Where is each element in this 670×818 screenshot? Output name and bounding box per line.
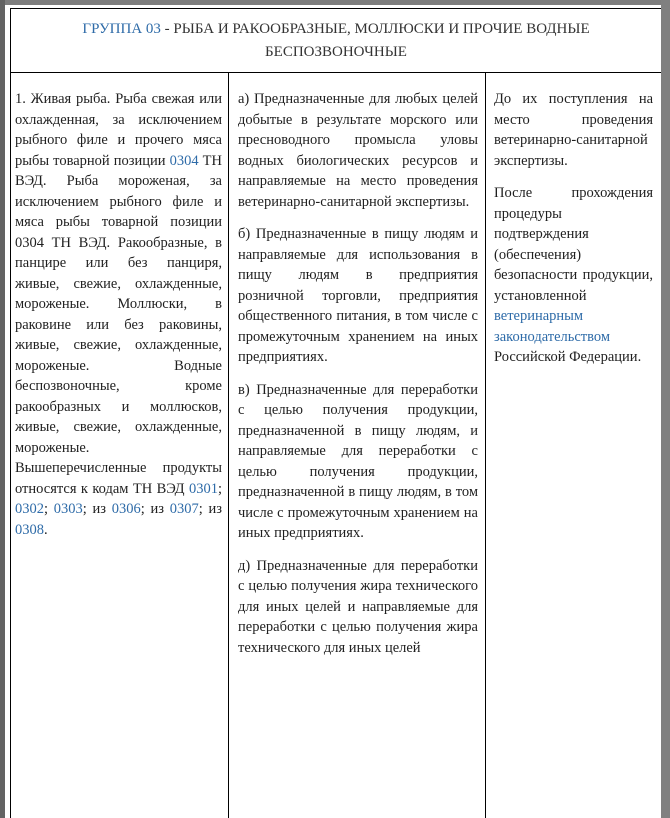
purpose-paragraph-a xyxy=(238,89,478,212)
doc-link[interactable]: 0307 xyxy=(169,501,199,517)
column-purposes xyxy=(229,73,486,818)
table-body-row xyxy=(11,73,662,818)
text-segment: б) Предназначенные в пищу людям и направляемые для использования в пищу людям в предприятия розничной торговли, предприятия общественного питания, в том числе с промежуточным хранением на иных предприятиях. xyxy=(238,226,478,365)
window-edge-left xyxy=(0,0,5,818)
text-segment: . xyxy=(44,521,48,538)
goods-paragraph xyxy=(15,89,222,540)
doc-link[interactable]: 0303 xyxy=(53,501,83,517)
header-title-text: - РЫБА И РАКООБРАЗНЫЕ, МОЛЛЮСКИ И ПРОЧИЕ ВОДНЫЕ БЕСПОЗВОНОЧНЫЕ xyxy=(160,20,590,60)
condition-paragraph-before xyxy=(494,89,653,171)
text-segment: ; из xyxy=(140,501,170,517)
text-segment: д) Предназначенные для переработки с целью получения жира технического для иных целей и направляемые для переработки с целью получения жира технического для иных целей xyxy=(238,557,478,656)
doc-link[interactable]: 0308 xyxy=(15,521,44,538)
purpose-paragraph-b xyxy=(238,224,478,368)
text-segment: 1. Живая рыба. Рыба свежая или охлажденная, за исключением рыбного филе и прочего мяса рыбы товарной позиции xyxy=(15,91,222,169)
purpose-paragraph-v xyxy=(238,380,478,544)
text-segment: ; из xyxy=(82,501,112,517)
doc-link[interactable]: 0306 xyxy=(111,501,141,517)
text-segment: ; xyxy=(44,501,54,517)
doc-link[interactable]: ветеринарным законодательством xyxy=(494,308,611,345)
group-03-link[interactable]: ГРУППА 03 xyxy=(82,20,161,37)
table-header-row xyxy=(11,9,662,73)
text-segment: в) Предназначенные для переработки с целью получения продукции, предназначенной в пищу людям, и направляемые для переработки с целью получения продукции, предназначенной в пищу людям, в том числе с промежуточным хранением на иных предприятиях. xyxy=(238,381,478,541)
text-segment: До их поступления на место проведения ветеринарно-санитарной экспертизы. xyxy=(494,91,654,169)
table-header-cell xyxy=(11,9,662,73)
doc-link[interactable]: 0301 xyxy=(188,480,218,497)
doc-link[interactable]: 0302 xyxy=(15,501,44,517)
doc-link[interactable]: 0304 xyxy=(169,152,199,169)
text-segment: После прохождения процедуры подтверждения (обеспечения) безопасности продукции, установленной xyxy=(494,185,654,304)
text-segment: ; из xyxy=(198,501,222,517)
window-edge-right xyxy=(661,0,670,818)
text-segment: ; xyxy=(217,480,222,497)
tariff-group-table xyxy=(10,8,662,818)
text-segment: ТН ВЭД. Рыба мороженая, за исключением рыбного филе и мяса рыбы товарной позиции 0304 ТН ВЭД. Ракообразные, в панцире или без панциря, живые, свежие, охлажденные, мороженые. Моллюски, в раковине или без раковины, живые, свежие, охлажденные, мороженые. Водные беспозвоночные, кроме ракообразных и моллюсков, живые, свежие, охлажденные, мороженые. Вышеперечисленные продукты относятся к кодам ТН ВЭД xyxy=(15,152,222,497)
column-goods xyxy=(11,73,229,818)
window-edge-top xyxy=(0,0,670,5)
condition-paragraph-after xyxy=(494,183,653,368)
column-conditions xyxy=(486,73,662,818)
purpose-paragraph-d xyxy=(238,556,478,659)
text-segment: а) Предназначенные для любых целей добытые в результате морского или пресноводного промысла уловы водных биологических ресурсов и направляемые на место проведения ветеринарно-санитарной экспертизы. xyxy=(238,91,478,210)
text-segment: Российской Федерации. xyxy=(494,349,642,365)
